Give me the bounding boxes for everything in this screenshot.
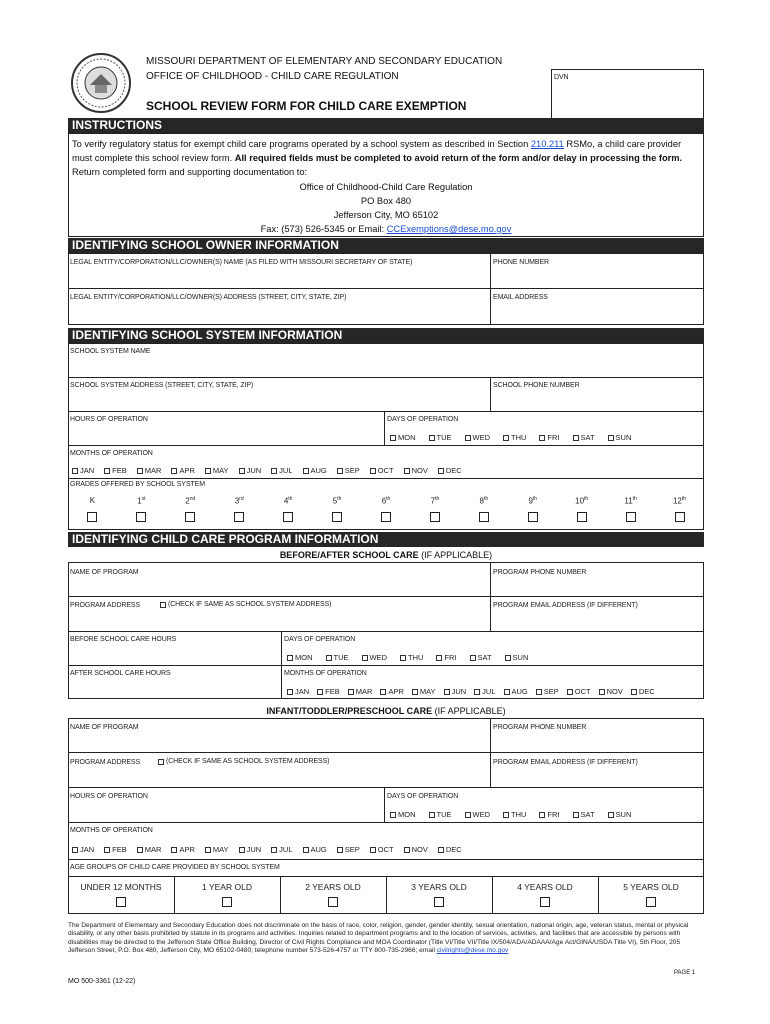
checkbox-icon <box>303 468 309 474</box>
days-option-wed[interactable]: WED <box>465 810 491 819</box>
days-option-fri[interactable]: FRI <box>436 653 456 662</box>
header-office: OFFICE OF CHILDHOOD - CHILD CARE REGULATION <box>146 71 399 82</box>
owner-name-field[interactable]: LEGAL ENTITY/CORPORATION/LLC/OWNER(S) NAME (AS FILED WITH MISSOURI SECRETARY OF STATE) <box>70 259 413 266</box>
nondiscrimination-notice: The Department of Elementary and Secondary Education does not discriminate on the basis of race, color, religion, gender, gender identity, sexual orientation, national origin, age, veteran status, mental or physical disability, or any other basis prohibited by statute in its programs and activities. Inquiries related to department programs and to the location of services, activities, and facilities that are accessible by persons with disabilities may be directed to the Jefferson State Office Building, Director of Civil Rights Compliance and MOA Coordinator (Title VI/Title VII/Title IX/504/ADA/ADAAA/Age Act/GINA/USDA Title VI), 5th Floor, 205 Jefferson Street, P.O. Box 480, Jefferson City, MO 65102-0480; telephone number 573-526-4757 or TTY 800-735-2966; email civilrights@dese.mo.gov <box>68 922 689 955</box>
days-option-sun[interactable]: SUN <box>505 653 529 662</box>
age-group-label: 5 YEARS OLD <box>623 882 679 892</box>
checkbox-icon <box>362 655 368 661</box>
dvn-label: DVN <box>554 74 569 81</box>
months-option-jul[interactable]: JUL <box>271 466 292 475</box>
checkbox-icon <box>429 812 435 818</box>
checkbox-icon <box>400 655 406 661</box>
months-option-may[interactable]: MAY <box>205 845 229 854</box>
months-option-oct[interactable]: OCT <box>370 845 394 854</box>
it-days-label: DAYS OF OPERATION <box>387 793 459 800</box>
ba-days-label: DAYS OF OPERATION <box>284 636 356 643</box>
ba-phone-field[interactable]: PROGRAM PHONE NUMBER <box>493 569 587 576</box>
checkbox-icon <box>444 689 450 695</box>
grade-label: 6th <box>381 496 391 506</box>
months-option-dec[interactable]: DEC <box>438 845 462 854</box>
checkbox-icon <box>438 468 444 474</box>
months-option-may[interactable]: MAY <box>205 466 229 475</box>
ages-label: AGE GROUPS OF CHILD CARE PROVIDED BY SCHOOL SYSTEM <box>70 864 280 871</box>
checkbox-icon <box>390 812 396 818</box>
section-link[interactable]: 210.211 <box>530 139 564 149</box>
grade-label: 3rd <box>234 496 244 506</box>
column-divider <box>386 876 387 914</box>
grade-checkbox[interactable] <box>234 512 244 522</box>
checkbox-icon <box>171 847 177 853</box>
before-after-title: BEFORE/AFTER SCHOOL CARE (IF APPLICABLE) <box>279 550 493 560</box>
program-heading: IDENTIFYING CHILD CARE PROGRAM INFORMATION <box>68 532 704 547</box>
checkbox-icon <box>104 847 110 853</box>
grade-checkbox[interactable] <box>185 512 195 522</box>
age-group-label: 2 YEARS OLD <box>305 882 361 892</box>
age-group-label: UNDER 12 MONTHS <box>80 882 162 892</box>
ages-row <box>68 876 704 914</box>
days-option-sat[interactable]: SAT <box>573 810 595 819</box>
checkbox-icon <box>539 812 545 818</box>
checkbox-icon <box>573 812 579 818</box>
owner-phone-field[interactable]: PHONE NUMBER <box>493 259 549 266</box>
it-months-checkboxes[interactable] <box>72 845 462 854</box>
months-option-mar[interactable]: MAR <box>348 687 373 696</box>
grade-label: 2nd <box>185 496 196 506</box>
system-heading: IDENTIFYING SCHOOL SYSTEM INFORMATION <box>68 328 704 343</box>
checkbox-icon <box>72 847 78 853</box>
checkbox-icon <box>171 468 177 474</box>
system-months-checkboxes[interactable] <box>72 466 462 475</box>
months-option-jan[interactable]: JAN <box>72 466 94 475</box>
days-option-thu[interactable]: THU <box>503 810 526 819</box>
it-months-label: MONTHS OF OPERATION <box>70 827 153 834</box>
grade-label: 9th <box>528 496 538 506</box>
checkbox-icon <box>72 468 78 474</box>
months-option-nov[interactable]: NOV <box>599 687 623 696</box>
it-phone-field[interactable]: PROGRAM PHONE NUMBER <box>493 724 587 731</box>
months-option-dec[interactable]: DEC <box>631 687 655 696</box>
checkbox-icon <box>380 689 386 695</box>
system-days-label: DAYS OF OPERATION <box>387 416 459 423</box>
after-hours-field[interactable]: AFTER SCHOOL CARE HOURS <box>70 670 171 677</box>
checkbox-icon <box>631 689 637 695</box>
days-option-mon[interactable]: MON <box>287 653 313 662</box>
checkbox-icon <box>536 689 542 695</box>
months-option-oct[interactable]: OCT <box>370 466 394 475</box>
grade-checkbox[interactable] <box>528 512 538 522</box>
checkbox-icon <box>337 847 343 853</box>
grades-row <box>68 492 704 530</box>
days-option-thu[interactable]: THU <box>503 433 526 442</box>
months-option-apr[interactable]: APR <box>380 687 403 696</box>
before-hours-field[interactable]: BEFORE SCHOOL CARE HOURS <box>70 636 177 643</box>
grade-checkbox[interactable] <box>381 512 391 522</box>
checkbox-icon <box>205 847 211 853</box>
ba-same-address-checkbox[interactable]: (CHECK IF SAME AS SCHOOL SYSTEM ADDRESS) <box>160 601 331 608</box>
months-option-feb[interactable]: FEB <box>104 845 127 854</box>
age-group-checkbox[interactable] <box>646 897 656 907</box>
months-option-nov[interactable]: NOV <box>404 845 428 854</box>
checkbox-icon <box>474 689 480 695</box>
age-group-label: 4 YEARS OLD <box>517 882 573 892</box>
grade-label: 5th <box>332 496 342 506</box>
age-group-checkbox[interactable] <box>116 897 126 907</box>
checkbox-icon <box>271 847 277 853</box>
page-number: PAGE 1 <box>674 970 696 976</box>
owner-heading: IDENTIFYING SCHOOL OWNER INFORMATION <box>68 238 704 253</box>
checkbox-icon <box>370 847 376 853</box>
column-divider <box>280 876 281 914</box>
months-option-jun[interactable]: JUN <box>444 687 467 696</box>
grade-checkbox[interactable] <box>577 512 587 522</box>
checkbox-icon <box>390 435 396 441</box>
days-option-sat[interactable]: SAT <box>573 433 595 442</box>
checkbox-icon <box>317 689 323 695</box>
age-group-label: 3 YEARS OLD <box>411 882 467 892</box>
checkbox-icon <box>239 468 245 474</box>
column-divider <box>174 876 175 914</box>
checkbox-icon <box>436 655 442 661</box>
return-address: Office of Childhood-Child Care Regulation PO Box 480 Jefferson City, MO 65102 Fax: (573) 526-5345 or Email: CCExemptions@dese.mo.gov <box>260 182 512 234</box>
form-title: SCHOOL REVIEW FORM FOR CHILD CARE EXEMPTION <box>146 99 467 113</box>
months-option-mar[interactable]: MAR <box>137 845 162 854</box>
months-option-jul[interactable]: JUL <box>474 687 495 696</box>
system-phone-field[interactable]: SCHOOL PHONE NUMBER <box>493 382 580 389</box>
form-number: MO 500-3361 (12-22) <box>68 978 136 985</box>
days-option-fri[interactable]: FRI <box>539 810 559 819</box>
months-option-aug[interactable]: AUG <box>303 466 327 475</box>
days-option-thu[interactable]: THU <box>400 653 423 662</box>
days-option-wed[interactable]: WED <box>362 653 388 662</box>
it-days-checkboxes[interactable] <box>390 810 631 819</box>
days-option-fri[interactable]: FRI <box>539 433 559 442</box>
days-option-tue[interactable]: TUE <box>429 810 452 819</box>
days-option-sun[interactable]: SUN <box>608 810 632 819</box>
exemptions-email-link[interactable]: CCExemptions@dese.mo.gov <box>386 224 512 234</box>
months-option-mar[interactable]: MAR <box>137 466 162 475</box>
days-option-wed[interactable]: WED <box>465 433 491 442</box>
months-option-jan[interactable]: JAN <box>72 845 94 854</box>
months-option-sep[interactable]: SEP <box>337 466 360 475</box>
grade-label: 10th <box>575 496 589 506</box>
system-hours-field[interactable]: HOURS OF OPERATION <box>70 416 148 423</box>
checkbox-icon <box>599 689 605 695</box>
grade-checkbox[interactable] <box>136 512 146 522</box>
checkbox-icon <box>465 435 471 441</box>
months-option-oct[interactable]: OCT <box>567 687 591 696</box>
grade-checkbox[interactable] <box>479 512 489 522</box>
system-address-field[interactable]: SCHOOL SYSTEM ADDRESS (STREET, CITY, STATE, ZIP) <box>70 382 254 389</box>
days-option-tue[interactable]: TUE <box>429 433 452 442</box>
it-hours-field[interactable]: HOURS OF OPERATION <box>70 793 148 800</box>
it-email-field[interactable]: PROGRAM EMAIL ADDRESS (IF DIFFERENT) <box>493 759 638 766</box>
checkbox-icon <box>137 468 143 474</box>
grade-label: 12th <box>672 496 687 506</box>
grade-label: 7th <box>430 496 440 506</box>
checkbox-icon <box>465 812 471 818</box>
days-option-mon[interactable]: MON <box>390 810 416 819</box>
months-option-feb[interactable]: FEB <box>104 466 127 475</box>
grade-checkbox[interactable] <box>430 512 440 522</box>
days-option-tue[interactable]: TUE <box>326 653 349 662</box>
months-option-aug[interactable]: AUG <box>303 845 327 854</box>
months-option-aug[interactable]: AUG <box>504 687 528 696</box>
grade-label: 4th <box>283 496 293 506</box>
age-group-checkbox[interactable] <box>434 897 444 907</box>
ba-name-field[interactable]: NAME OF PROGRAM <box>70 569 139 576</box>
grade-checkbox[interactable] <box>283 512 293 522</box>
checkbox-icon <box>104 468 110 474</box>
it-address-field[interactable]: PROGRAM ADDRESS <box>70 759 141 766</box>
checkbox-icon <box>370 468 376 474</box>
checkbox-icon <box>404 847 410 853</box>
months-option-jan[interactable]: JAN <box>287 687 309 696</box>
months-option-jul[interactable]: JUL <box>271 845 292 854</box>
owner-email-field[interactable]: EMAIL ADDRESS <box>493 294 548 301</box>
grade-label: 11th <box>624 496 637 506</box>
checkbox-icon <box>239 847 245 853</box>
months-option-sep[interactable]: SEP <box>337 845 360 854</box>
checkbox-icon <box>505 655 511 661</box>
months-option-sep[interactable]: SEP <box>536 687 559 696</box>
age-group-checkbox[interactable] <box>328 897 338 907</box>
checkbox-icon <box>567 689 573 695</box>
grade-label: K <box>89 496 96 505</box>
checkbox-icon <box>271 468 277 474</box>
months-option-may[interactable]: MAY <box>412 687 436 696</box>
checkbox-icon <box>326 655 332 661</box>
months-option-jun[interactable]: JUN <box>239 466 262 475</box>
checkbox-icon <box>503 435 509 441</box>
system-name-field[interactable]: SCHOOL SYSTEM NAME <box>70 348 151 355</box>
ba-address-field[interactable]: PROGRAM ADDRESS <box>70 602 141 609</box>
owner-address-field[interactable]: LEGAL ENTITY/CORPORATION/LLC/OWNER(S) ADDRESS (STREET, CITY, STATE, ZIP) <box>70 294 347 301</box>
age-group-label: 1 YEAR OLD <box>202 882 252 892</box>
months-option-dec[interactable]: DEC <box>438 466 462 475</box>
system-months-label: MONTHS OF OPERATION <box>70 450 153 457</box>
grade-label: 1st <box>137 496 146 506</box>
dese-seal-logo <box>70 52 132 114</box>
checkbox-icon <box>429 435 435 441</box>
months-option-nov[interactable]: NOV <box>404 466 428 475</box>
instructions-text: To verify regulatory status for exempt child care programs operated by a school system as described in Section 210.211 RSMo, a child care provider must complete this school review form. All required fields must be completed to avoid return of the form and/or delay in processing the form. Return completed form and supporting documentation to: <box>72 139 683 177</box>
grade-checkbox[interactable] <box>87 512 97 522</box>
grade-checkbox[interactable] <box>675 512 685 522</box>
checkbox-icon <box>205 468 211 474</box>
checkbox-icon <box>303 847 309 853</box>
it-name-field[interactable]: NAME OF PROGRAM <box>70 724 139 731</box>
checkbox-icon <box>470 655 476 661</box>
days-option-sat[interactable]: SAT <box>470 653 492 662</box>
grades-label: GRADES OFFERED BY SCHOOL SYSTEM <box>70 481 205 488</box>
days-option-sun[interactable]: SUN <box>608 433 632 442</box>
checkbox-icon <box>539 435 545 441</box>
infant-title: INFANT/TODDLER/PRESCHOOL CARE (IF APPLICABLE) <box>266 706 506 716</box>
days-option-mon[interactable]: MON <box>390 433 416 442</box>
checkbox-icon <box>337 468 343 474</box>
checkbox-icon <box>160 602 166 608</box>
checkbox-icon <box>287 655 293 661</box>
instructions-heading: INSTRUCTIONS <box>68 118 704 133</box>
column-divider <box>492 876 493 914</box>
checkbox-icon <box>158 759 164 765</box>
checkbox-icon <box>412 689 418 695</box>
system-days-checkboxes[interactable] <box>390 433 631 442</box>
age-group-checkbox[interactable] <box>540 897 550 907</box>
checkbox-icon <box>287 689 293 695</box>
months-option-jun[interactable]: JUN <box>239 845 262 854</box>
checkbox-icon <box>503 812 509 818</box>
checkbox-icon <box>348 689 354 695</box>
checkbox-icon <box>608 435 614 441</box>
ba-months-checkboxes[interactable] <box>287 687 655 696</box>
ba-days-checkboxes[interactable] <box>287 653 528 662</box>
checkbox-icon <box>608 812 614 818</box>
grade-label: 8th <box>479 496 489 506</box>
ba-email-field[interactable]: PROGRAM EMAIL ADDRESS (IF DIFFERENT) <box>493 602 638 609</box>
ba-months-label: MONTHS OF OPERATION <box>284 670 367 677</box>
checkbox-icon <box>504 689 510 695</box>
checkbox-icon <box>137 847 143 853</box>
column-divider <box>598 876 599 914</box>
months-option-apr[interactable]: APR <box>171 466 194 475</box>
age-group-checkbox[interactable] <box>222 897 232 907</box>
grade-checkbox[interactable] <box>332 512 342 522</box>
months-option-apr[interactable]: APR <box>171 845 194 854</box>
checkbox-icon <box>438 847 444 853</box>
checkbox-icon <box>404 468 410 474</box>
checkbox-icon <box>573 435 579 441</box>
dvn-box[interactable] <box>551 69 704 118</box>
months-option-feb[interactable]: FEB <box>317 687 340 696</box>
header-agency: MISSOURI DEPARTMENT OF ELEMENTARY AND SECONDARY EDUCATION <box>146 56 503 67</box>
it-same-address-checkbox[interactable]: (CHECK IF SAME AS SCHOOL SYSTEM ADDRESS) <box>158 758 329 765</box>
grade-checkbox[interactable] <box>626 512 636 522</box>
civil-rights-email-link[interactable]: civilrights@dese.mo.gov <box>436 947 509 955</box>
